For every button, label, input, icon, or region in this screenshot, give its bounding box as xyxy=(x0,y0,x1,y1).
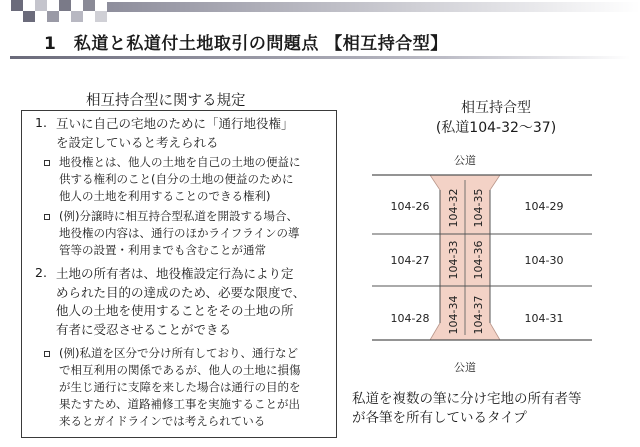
item-2-line-2: められた目的の達成のため、必要な限度で、 xyxy=(56,284,306,300)
rules-heading: 相互持合型に関する規定 xyxy=(86,93,246,109)
item-1-sub-1 xyxy=(59,154,301,205)
bullet-square-icon xyxy=(44,160,50,166)
road-plot-label: 104-37 xyxy=(472,295,485,335)
item-2-line-1: 土地の所有者は、地役権設定行為により定 xyxy=(56,266,294,281)
header-decoration xyxy=(0,0,640,24)
bullet-square-icon xyxy=(44,351,50,357)
item-1-sub-2 xyxy=(59,208,299,259)
lot-label: 104-26 xyxy=(390,200,430,213)
item-2-number: 2. xyxy=(35,265,47,280)
diagram-title-sub: (私道104-32～37) xyxy=(435,120,557,136)
item-2-sub-1 xyxy=(59,345,301,430)
lot-label: 104-27 xyxy=(390,254,430,267)
bullet-square-icon xyxy=(44,214,50,220)
item-2-line-4: 有者に受忍させることができる xyxy=(56,321,232,337)
road-plot-label: 104-35 xyxy=(472,188,485,228)
lot-label: 104-29 xyxy=(524,200,564,213)
item-2-text xyxy=(56,265,305,339)
road-plot-label: 104-33 xyxy=(447,240,460,280)
item-2-sub-1-line-5: 来るとガイドラインでは考えられている xyxy=(59,414,266,428)
item-2-sub-1-line-1: (例)私道を区分で分け所有しており、通行など xyxy=(59,346,298,360)
item-1-sub-1-line-2: 供する権利のこと(自分の土地の便益のために xyxy=(59,172,294,186)
lot-label: 104-28 xyxy=(390,312,430,325)
lot-label: 104-30 xyxy=(524,254,564,267)
item-2-sub-1-line-2: で相互利用の関係であるが、他人の土地に損傷 xyxy=(59,363,301,377)
item-1-line-2: を設定していると考えられる xyxy=(56,134,219,150)
caption-line-1: 私道を複数の筆に分け宅地の所有者等 xyxy=(352,391,582,407)
item-1-number: 1. xyxy=(35,115,47,130)
item-2-sub-1-line-3: が生じ通行に支障を来した場合は通行の目的を xyxy=(59,380,301,394)
item-2-sub-1-line-4: 果たすため、道路補修工事を実施することが出 xyxy=(59,397,301,411)
item-2-line-3: 他人の土地を使用することをその土地の所 xyxy=(56,303,294,318)
lot-label: 104-31 xyxy=(524,312,564,325)
diagram-title-main: 相互持合型 xyxy=(461,100,531,116)
title-underline xyxy=(10,56,630,59)
slide-title: 1 私道と私道付土地取引の問題点 【相互持合型】 xyxy=(44,34,448,54)
public-road-top-label: 公道 xyxy=(454,154,476,167)
diagram-caption xyxy=(352,390,582,428)
public-road-bottom-label: 公道 xyxy=(454,361,476,374)
item-1-sub-1-line-1: 地役権とは、他人の土地を自己の土地の便益に xyxy=(59,155,301,169)
item-1-sub-2-line-2: 地役権の内容は、通行のほかライフラインの導 xyxy=(59,226,300,240)
item-1-sub-2-line-3: 管等の設置・利用までも含むことが通常 xyxy=(59,243,266,257)
road-plot-label: 104-34 xyxy=(447,295,460,335)
road-plot-label: 104-36 xyxy=(472,240,485,280)
caption-line-2: が各筆を所有しているタイプ xyxy=(352,410,527,426)
item-1-line-1: 互いに自己の宅地のために「通行地役権」 xyxy=(56,116,294,131)
item-1-sub-2-line-1: (例)分譲時に相互持合型私道を開設する場合、 xyxy=(59,209,298,223)
road-plot-label: 104-32 xyxy=(447,188,460,228)
item-1-sub-1-line-3: 他人の土地を利用することのできる権利) xyxy=(59,189,271,203)
item-1-text xyxy=(56,115,294,152)
diagram-title xyxy=(401,98,591,138)
lot-diagram xyxy=(372,138,592,378)
